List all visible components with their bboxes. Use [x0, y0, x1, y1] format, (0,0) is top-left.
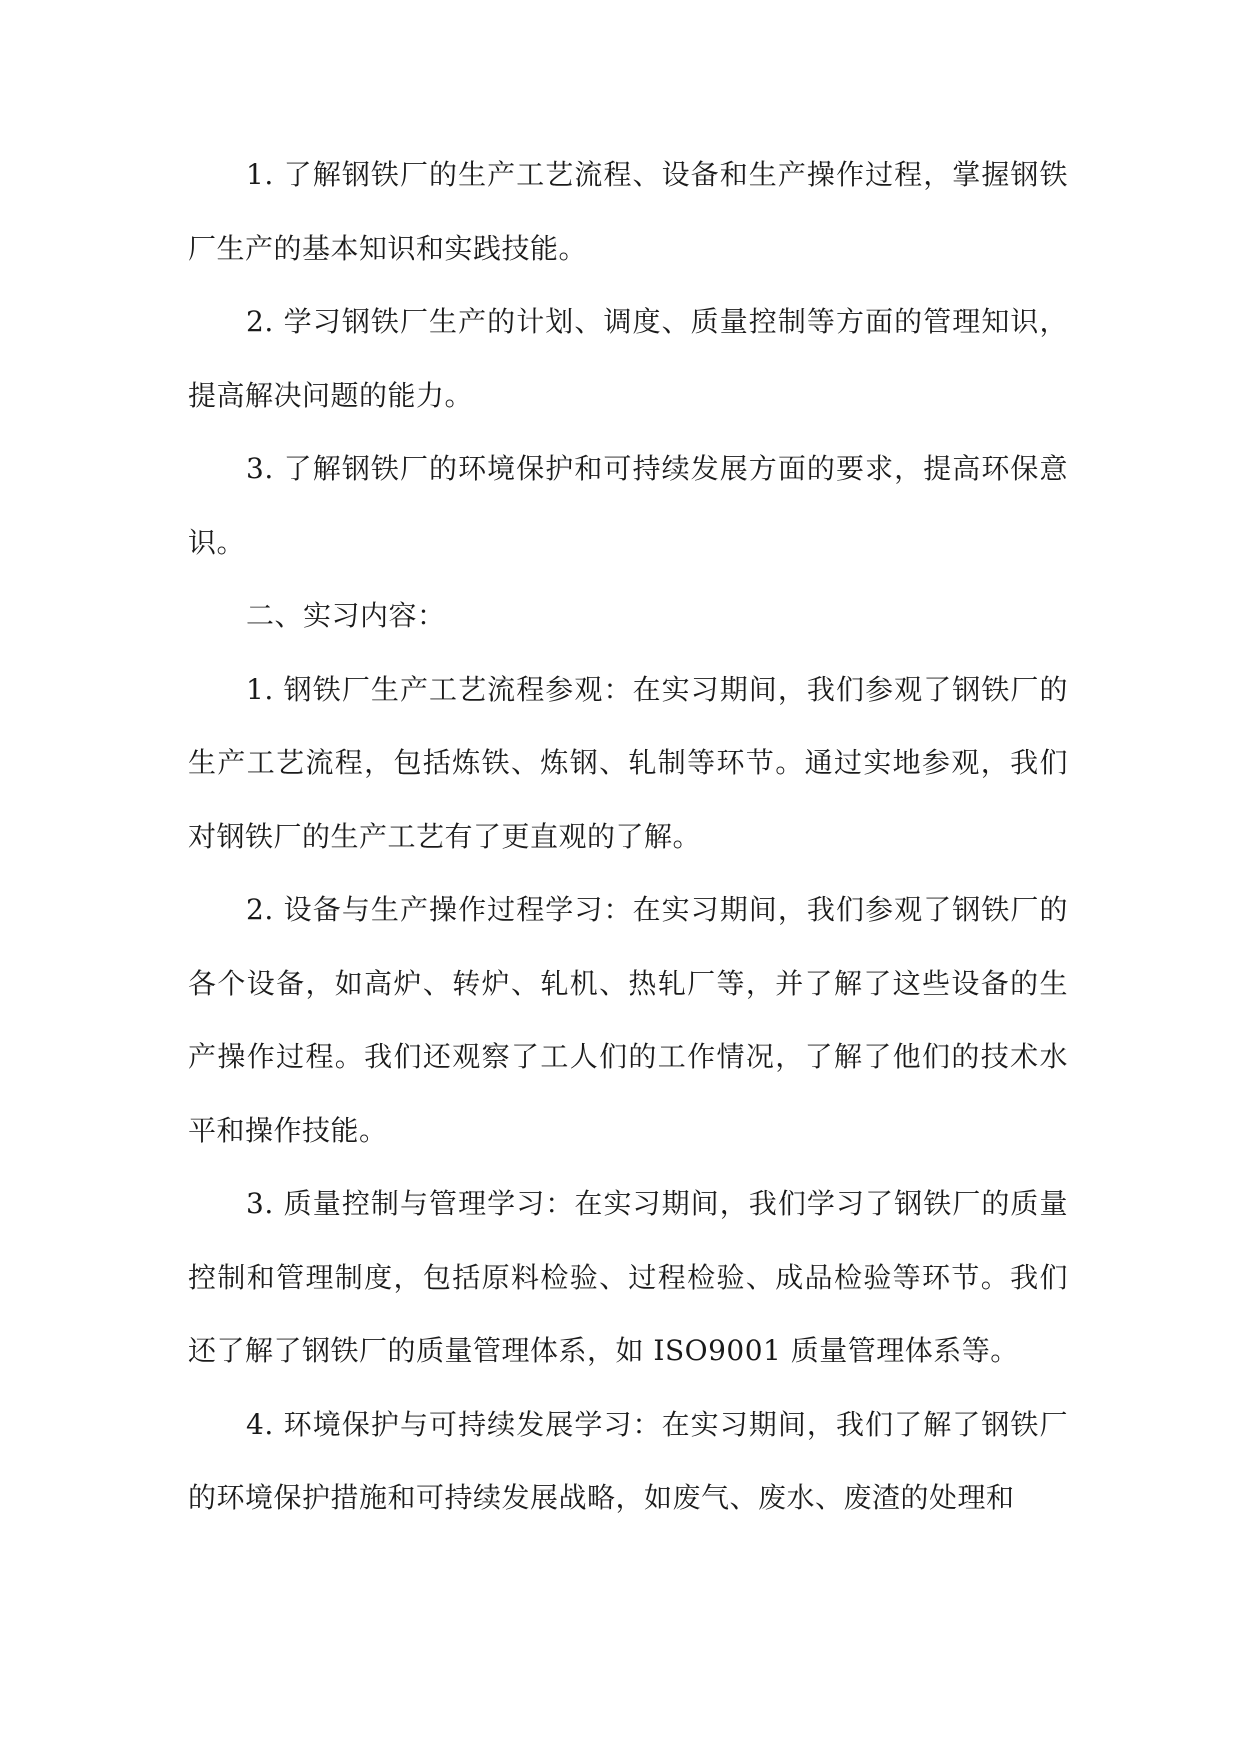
paragraph-goal-1: 1. 了解钢铁厂的生产工艺流程、设备和生产操作过程，掌握钢铁厂生产的基本知识和实践技能。 [188, 158, 1068, 265]
section-heading: 二、实习内容： [246, 599, 446, 632]
paragraph-content-4: 4. 环境保护与可持续发展学习：在实习期间，我们了解了钢铁厂的环境保护措施和可持续发展战略，如废气、废水、废渣的处理和 [188, 1407, 1068, 1514]
paragraph-content-2: 2. 设备与生产操作过程学习：在实习期间，我们参观了钢铁厂的各个设备，如高炉、转炉、轧机、热轧厂等，并了解了这些设备的生产操作过程。我们还观察了工人们的工作情况，了解了他们的技术水平和操作技能。 [188, 893, 1068, 1147]
document-body [188, 138, 1068, 1535]
paragraph-content-3: 3. 质量控制与管理学习：在实习期间，我们学习了钢铁厂的质量控制和管理制度，包括原料检验、过程检验、成品检验等环节。我们还了解了钢铁厂的质量管理体系，如 ISO9001 质量管理体系等。 [188, 1187, 1068, 1367]
paragraph-goal-2: 2. 学习钢铁厂生产的计划、调度、质量控制等方面的管理知识，提高解决问题的能力。 [188, 305, 1068, 412]
paragraph-content-1: 1. 钢铁厂生产工艺流程参观：在实习期间，我们参观了钢铁厂的生产工艺流程，包括炼铁、炼钢、轧制等环节。通过实地参观，我们对钢铁厂的生产工艺有了更直观的了解。 [188, 672, 1068, 853]
paragraph-goal-3: 3. 了解钢铁厂的环境保护和可持续发展方面的要求，提高环保意识。 [188, 452, 1068, 559]
